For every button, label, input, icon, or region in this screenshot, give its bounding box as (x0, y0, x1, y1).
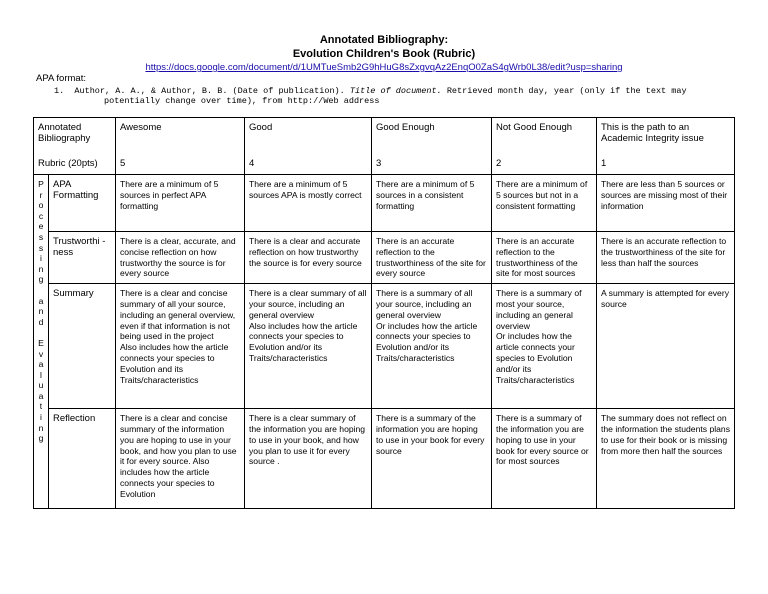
doc-link[interactable]: https://docs.google.com/document/d/1UMTueSmb2G9hHuG8sZxgvqAz2EnqO0ZaS4gWrb0L38/edit?usp=sharing (145, 62, 623, 73)
criterion-label: Reflection (49, 409, 116, 509)
vertical-letter: a (38, 359, 44, 370)
vertical-letter: c (38, 210, 44, 221)
column-score: 5 (120, 158, 126, 170)
rubric-cell: There is an accurate reflection to the trustworthiness of the site for most sources (492, 232, 597, 284)
apa-list-number: 1. (54, 86, 65, 96)
column-label: This is the path to an Academic Integrity issue (601, 122, 704, 144)
rubric-cell: The summary does not reflect on the information the students plans to use for their book or is missing from more then half the sources (597, 409, 735, 509)
vertical-letter: u (38, 380, 44, 391)
column-label: Good Enough (376, 122, 435, 133)
apa-format-label: APA format: (36, 73, 86, 84)
vertical-letter: d (38, 316, 44, 327)
rubric-cell: There is an accurate reflection to the trustworthiness of the site for less than half the sources (597, 232, 735, 284)
apa-authors-date: Author, A. A., & Author, B. B. (Date of publication). (74, 86, 345, 96)
rubric-cell: There is an accurate reflection to the trustworthiness of the site for every source (372, 232, 492, 284)
column-label: Good (249, 122, 273, 133)
table-row (34, 175, 735, 232)
rubric-cell: There are a minimum of 5 sources in a consistent formatting (372, 175, 492, 232)
vertical-letter: o (38, 200, 44, 211)
vertical-letter (38, 327, 44, 338)
header-row (34, 118, 735, 175)
corner-cell (34, 118, 116, 175)
rubric-cell: There is a clear and concise summary of all your source, including an general overview, even if that information is not being used in the project Also includes how the article connects your species to Evolution and its Traits/characteristics (116, 284, 245, 409)
column-header (597, 118, 735, 175)
corner-rubric: Rubric (20pts) (38, 158, 98, 170)
rubric-cell: There is a clear summary of all your source, including an general overview Also includes how the article connects your species to Evolution and/or its Traits/characteristics (245, 284, 372, 409)
vertical-letter: a (38, 295, 44, 306)
column-header (116, 118, 245, 175)
table-row (34, 232, 735, 284)
rubric-cell: There are a minimum of 5 sources but not in a consistent formatting (492, 175, 597, 232)
rubric-cell: A summary is attempted for every source (597, 284, 735, 409)
table-row (34, 409, 735, 509)
rubric-table (33, 117, 735, 509)
column-score: 4 (249, 158, 255, 170)
rubric-cell: There is a clear summary of the information you are hoping to use in your book, and how you plan to use it for every source . (245, 409, 372, 509)
corner-label: Annotated Bibliography (38, 122, 91, 144)
vertical-letter: i (40, 253, 42, 264)
rubric-cell: There is a clear, accurate, and concise reflection on how trustworthy the source is for every source (116, 232, 245, 284)
rubric-cell: There are less than 5 sources or sources are missing most of their information (597, 175, 735, 232)
vertical-letter: s (38, 231, 44, 242)
column-label: Not Good Enough (496, 122, 573, 133)
table-row (34, 284, 735, 409)
vertical-letter: n (38, 306, 44, 317)
vertical-letter: l (40, 369, 42, 380)
vertical-letter: r (39, 189, 43, 200)
vertical-letter: P (38, 179, 44, 189)
vertical-letter: g (38, 274, 44, 285)
criterion-label: Summary (49, 284, 116, 409)
apa-example-line-2: potentially change over time), from http://Web address (104, 96, 380, 106)
column-score: 3 (376, 158, 382, 170)
vertical-letter: s (38, 242, 44, 253)
apa-title: Title of document. (349, 86, 442, 96)
vertical-letter: n (38, 263, 44, 274)
column-score: 2 (496, 158, 502, 170)
vertical-letter: v (38, 348, 44, 359)
vertical-letter: n (38, 422, 44, 433)
vertical-letter: e (38, 221, 44, 232)
apa-example-line-1 (54, 86, 687, 96)
rubric-cell: There is a clear and accurate reflection on how trustworthy the source is for every source (245, 232, 372, 284)
vertical-letter: g (38, 433, 44, 444)
rubric-cell: There is a summary of most your source, including an general overview Or includes how the article connects your species to Evolution and/or its Traits/characteristics (492, 284, 597, 409)
vertical-letter: E (38, 337, 44, 348)
rubric-cell: There is a summary of all your source, including an general overview Or includes how the article connects your species to Evolution and/or its Traits/characteristics (372, 284, 492, 409)
criterion-label: Trustworthi - ness (49, 232, 116, 284)
rubric-cell: There is a clear and concise summary of the information you are hoping to use in your book, and how you plan to use it for every source. Also includes how the article connects your species to Evolution (116, 409, 245, 509)
doc-subtitle: Evolution Children's Book (Rubric) (292, 48, 476, 60)
rubric-cell: There is a summary of the information you are hoping to use in your book for every source (372, 409, 492, 509)
doc-title: Annotated Bibliography: (319, 34, 449, 46)
column-header (372, 118, 492, 175)
vertical-letter: t (39, 401, 43, 412)
column-score: 1 (601, 158, 607, 170)
rubric-cell: There are a minimum of 5 sources APA is mostly correct (245, 175, 372, 232)
rubric-cell: There are a minimum of 5 sources in perfect APA formatting (116, 175, 245, 232)
vertical-letter: i (40, 412, 42, 423)
criterion-label: APA Formatting (49, 175, 116, 232)
column-header (245, 118, 372, 175)
column-label: Awesome (120, 122, 162, 133)
vertical-letter: a (38, 390, 44, 401)
apa-retrieved: Retrieved month day, year (only if the text may (446, 86, 687, 96)
rubric-cell: There is a summary of the information you are hoping to use in your book for every source or for most sources (492, 409, 597, 509)
column-header (492, 118, 597, 175)
vertical-category-label (34, 175, 49, 509)
vertical-letter (38, 285, 44, 296)
